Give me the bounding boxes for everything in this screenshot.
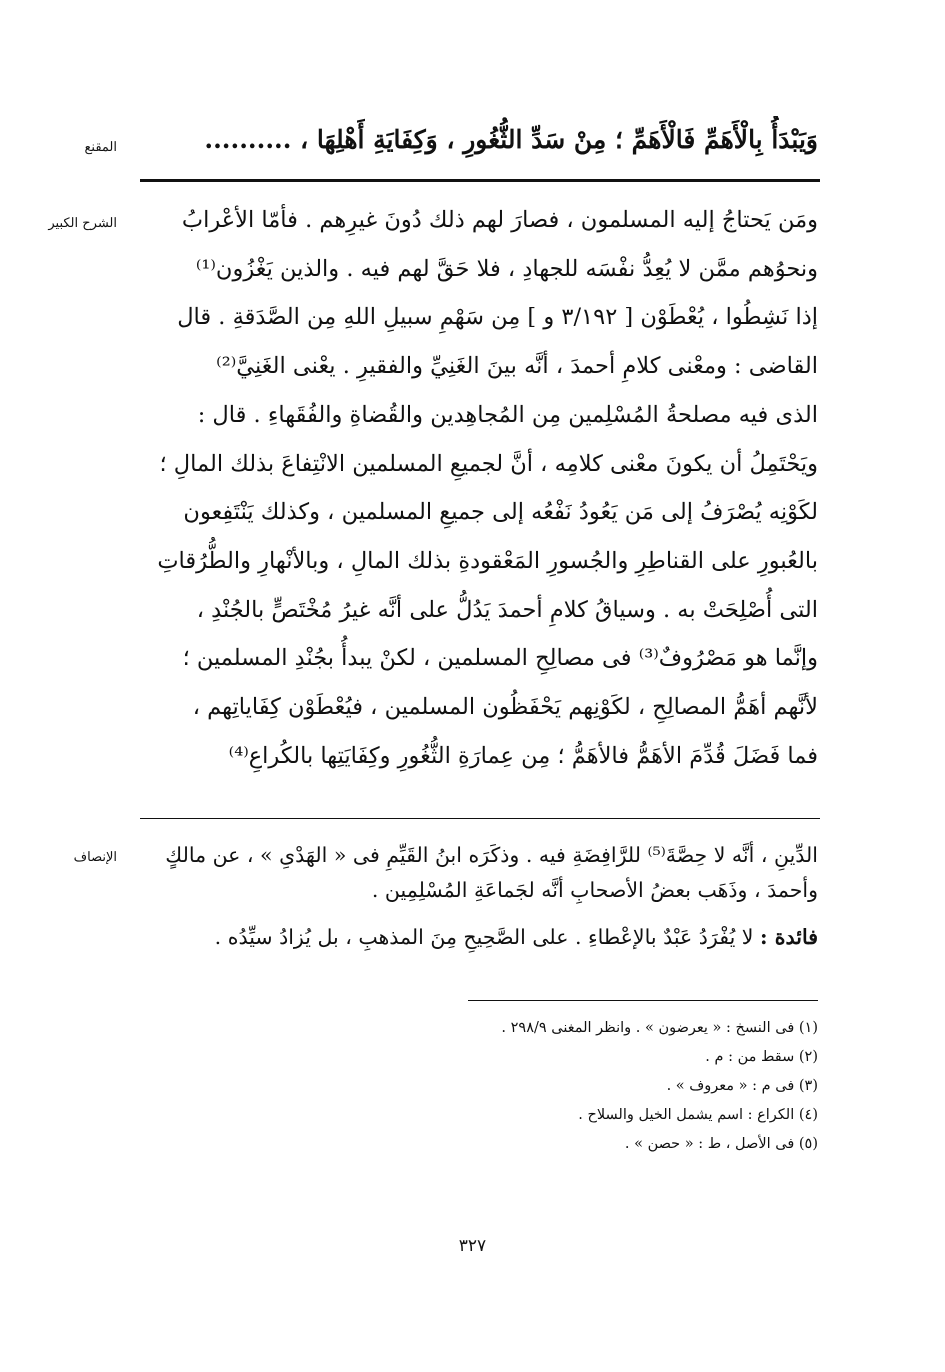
faida-paragraph	[140, 920, 818, 955]
footnote-divider	[468, 1000, 818, 1001]
footnote: (٤) الكراع : اسم يشمل الخيل والسلاح .	[578, 1107, 818, 1123]
sharh-line: ويَحْتَمِلُ أن يكونَ معْنى كلامِه ، أنَّ لجميعِ المسلمين الانْتِفاعَ بذلك المالِ ؛	[159, 450, 818, 477]
sharh-line: بالعُبورِ على القناطِرِ والجُسورِ المَعْقودةِ بذلك المالِ ، وبالأنْهارِ والطُّرُقاتِ	[157, 547, 818, 574]
sharh-line: إذا نَشِطُوا ، يُعْطَوْن [ ٣/١٩٢ و ] مِن سَهْمِ سبيلِ اللهِ مِن الصَّدَقةِ . قال	[177, 304, 818, 331]
sharh-line: التى أُصْلِحَتْ به . وسياقُ كلامِ أحمدَ يَدُلُّ على أنَّه غيرُ مُخْتَصٍّ بالجُنْدِ ،	[196, 596, 818, 623]
margin-label-sharh: الشرح الكبير	[48, 216, 117, 231]
sharh-line: لأنَّهم أهَمُّ المصالِحِ ، لكَوْنِهم يَحْفَظُون المسلمين ، فيُعْطَوْن كِفَاياتِهم ،	[192, 694, 818, 721]
insaf-text	[140, 838, 818, 955]
matn-divider	[140, 179, 820, 182]
footnotes	[140, 1014, 818, 1159]
faida-label: فائدة :	[760, 925, 818, 949]
sharh-divider	[140, 818, 820, 819]
sharh-line: الذى فيه مصلحةُ المُسْلِمين مِن المُجاهِدين والقُضاةِ والفُقَهاءِ . قال :	[197, 401, 818, 428]
sharh-line: القاضى : ومعْنى كلامِ أحمدَ ، أنَّه بينَ الغَنِيِّ والفقيرِ . يعْنى الغَنِيَّ⁽²⁾	[216, 353, 818, 380]
sharh-text	[140, 196, 818, 780]
sharh-line: ومَن يَحتاجُ إليه المسلمون ، فصارَ لهم ذلك دُونَ غيرِهم . فأمّا الأعْرابُ	[181, 207, 818, 233]
faida-text: لا يُفْرَدُ عَبْدٌ بالإعْطاءِ . على الصَّحِيحِ مِنَ المذهبِ ، بل يُزادُ سيِّدُه .	[214, 925, 754, 949]
footnote: (١) فى النسخ : « يعرضون » . وانظر المغنى ٢٩٨/٩ .	[501, 1020, 818, 1036]
matn-line: وَيَبْدَأُ بِالْأَهَمِّ فَالْأَهَمِّ ؛ مِنْ سَدِّ الثُّغُورِ ، وَكِفَايَةِ أَهْلِهَا ، ..........	[204, 125, 818, 154]
insaf-line: الدِّينِ ، أنَّه لا حِصَّةَ⁽⁵⁾ للرَّافِضَةِ فيه . وذكَرَه ابنُ القَيِّمِ فى « الهَدْىِ » ، عن مالكٍ	[165, 843, 818, 867]
footnote: (٥) فى الأصل ، ط : « حصن » .	[624, 1136, 818, 1152]
insaf-line: وأحمدَ ، وذَهَب بعضُ الأصحابِ أنَّه لجَماعَةِ المُسْلِمِين .	[371, 878, 818, 902]
margin-label-insaf: الإنصاف	[73, 850, 117, 865]
page-number: ٣٢٧	[458, 1236, 487, 1256]
sharh-line: وإنَّما هو مَصْرُوفٌ⁽³⁾ فى مصالِحِ المسلمين ، لكنْ يبدأُ بجُنْدِ المسلمين ؛	[182, 645, 818, 672]
matn-text	[140, 116, 818, 164]
sharh-line: ونحوُهم ممَّن لا يُعِدُّ نفْسَه للجهادِ ، فلا حَقَّ لهم فيه . والذين يَغْزُون⁽¹⁾	[195, 255, 818, 282]
sharh-line: فما فَضَلَ قُدِّمَ الأهَمُّ فالأهَمُّ ؛ مِن عِمارَةِ الثُّغُورِ وكِفَايَتِها بالكُراعِ⁽⁴⁾	[228, 742, 818, 769]
margin-label-muqni: المقنع	[84, 140, 117, 155]
footnote: (٢) سقط من : م .	[705, 1049, 818, 1065]
footnote: (٣) فى م : « معروف » .	[666, 1078, 818, 1094]
sharh-line: لكَوْنِه يُصْرَفُ إلى مَن يَعُودُ نَفْعُه إلى جميعِ المسلمين ، وكذلك يَنْتَفِعون	[183, 499, 818, 526]
